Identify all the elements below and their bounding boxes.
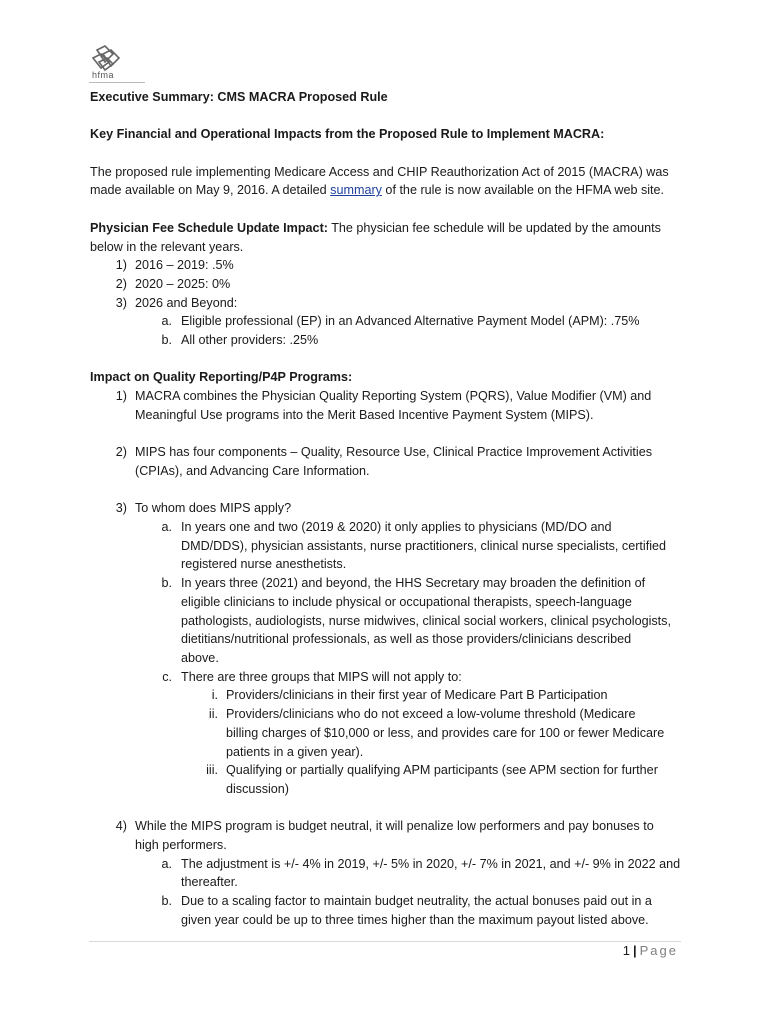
list-item: i. Providers/clinicians in their first year of Medicare Part B Participation <box>211 688 608 703</box>
list-item-continuation: (CPIAs), and Advancing Care Information. <box>135 463 370 478</box>
logo-text: hfma <box>92 70 115 80</box>
intro-line: The proposed rule implementing Medicare Access and CHIP Reauthorization Act of 2015 (MACRA) was <box>90 164 669 179</box>
list-item: b. All other providers: .25% <box>161 333 319 348</box>
quality-heading: Impact on Quality Reporting/P4P Programs: <box>90 370 353 385</box>
document-body <box>90 88 690 930</box>
page-number: 1 <box>622 943 630 958</box>
list-item: b. In years three (2021) and beyond, the HHS Secretary may broaden the definition of <box>161 576 646 591</box>
page-footer <box>623 943 678 958</box>
list-item: 2) MIPS has four components – Quality, Resource Use, Clinical Practice Improvement Activities <box>115 445 653 460</box>
list-item: a. In years one and two (2019 & 2020) it only applies to physicians (MD/DO and <box>161 520 612 535</box>
list-item: 2) 2020 – 2025: 0% <box>115 276 231 291</box>
intro-line: made available on May 9, 2016. A detailed summary of the rule is now available on the HFMA web site. <box>90 183 665 198</box>
list-item: iii. Qualifying or partially qualifying APM participants (see APM section for further <box>206 763 658 778</box>
list-item: a. The adjustment is +/- 4% in 2019, +/- 5% in 2020, +/- 7% in 2021, and +/- 9% in 2022 and <box>161 856 681 871</box>
logo-underline <box>89 82 145 83</box>
page-label: Page <box>639 943 678 958</box>
footer-separator: | <box>632 943 637 958</box>
list-item: 1) MACRA combines the Physician Quality Reporting System (PQRS), Value Modifier (VM) and <box>115 389 652 404</box>
list-item: ii. Providers/clinicians who do not exceed a low-volume threshold (Medicare <box>208 707 636 722</box>
fee-heading: Physician Fee Schedule Update Impact: <box>90 220 328 235</box>
summary-link[interactable]: summary <box>330 183 382 198</box>
quality-section: Impact on Quality Reporting/P4P Programs: 1) MACRA combines the Physician Quality Reporting System (PQRS), Value Modifier (VM) and Meaningful Use programs into the Merit Based Incentive Payment System (MIPS). 2) MIPS has four components – Quality, Resource Use, Clinical Practice Improvement Activities (CPIAs), and Advancing Care Information. 3) To whom does MIPS apply? a. In years one and two (2019 & 2020) it only applies to physicians (MD/DO and DMD/DDS), physician assistants, nurse practitioners, clinical nurse specialists, certified registered nurse anesthetists. b. In years three (2021) and beyond, the HHS Secretary may broaden the definition of eligible clinicians to include physical or occupational therapists, speech-language pathologists, audiologists, nurse midwives, clinical social workers, clinical psychologists, dietitians/nutritional professionals, as well as those providers/clinicians described above. c. There are three groups that MIPS will not apply to: i. Providers/clinicians in their first year of Medicare Part B Participation ii. Providers/clinicians who do not exceed a low-volume threshold (Medicare billing charges of $10,000 or less, and provides care for 100 or fewer Medicare patients in a given year). iii. Qualifying or partially qualifying APM participants (see APM section for further discussion) 4) While the MIPS program is budget neutral, it will penalize low performers and pay bonuses to high performers. a. The adjustment is +/- 4% in 2019, +/- 5% in 2020, +/- 7% in 2021, and +/- 9% in 2022 and thereafter. b. Due to a scaling factor to maintain budget neutrality, the actual bonuses paid out in a given year could be up to three times higher than the maximum payout listed above. <box>90 368 690 929</box>
list-item: b. Due to a scaling factor to maintain budget neutrality, the actual bonuses paid out in a <box>161 894 652 909</box>
footer-divider <box>89 941 681 942</box>
list-item: 3) To whom does MIPS apply? <box>115 501 292 516</box>
list-item: 3) 2026 and Beyond: <box>115 295 238 310</box>
list-item-continuation: Meaningful Use programs into the Merit Based Incentive Payment System (MIPS). <box>135 407 594 422</box>
list-item: 1) 2016 – 2019: .5% <box>115 258 234 273</box>
document-subtitle: Key Financial and Operational Impacts from the Proposed Rule to Implement MACRA: <box>90 127 605 142</box>
list-item: 4) While the MIPS program is budget neutral, it will penalize low performers and pay bonuses to <box>115 819 654 834</box>
document-title: Executive Summary: CMS MACRA Proposed Rule <box>90 90 388 104</box>
intro-paragraph <box>90 163 690 200</box>
list-item: a. Eligible professional (EP) in an Advanced Alternative Payment Model (APM): .75% <box>161 314 640 329</box>
fee-schedule-section: Physician Fee Schedule Update Impact: The physician fee schedule will be updated by the amounts below in the relevant years. 1) 2016 – 2019: .5% 2) 2020 – 2025: 0% 3) 2026 and Beyond: a. Eligible professional (EP) in an Advanced Alternative Payment Model (APM): .75% b. All other providers: .25% <box>90 219 690 350</box>
list-item: c. There are three groups that MIPS will not apply to: <box>162 669 462 684</box>
